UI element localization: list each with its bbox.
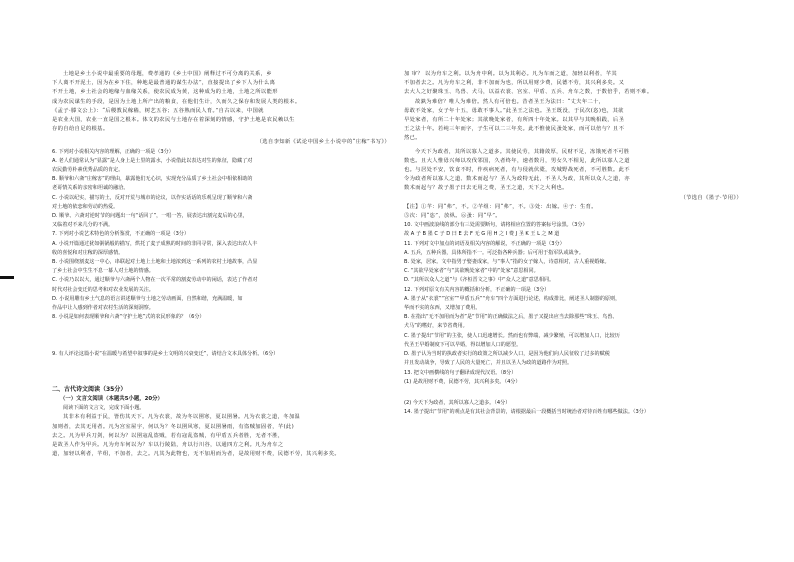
- classical-line: 数术而起与？故子墨子曰去无用之费，圣王之道，天下之大利也。: [404, 185, 568, 192]
- question-option: D. “其所以众人之道”与《齐桓晋文之事》中“众人之道”意思相同。: [404, 277, 555, 284]
- classical-line: 去之。凡为甲兵刀剑，何以为？以圉寇乱盗贼，若有寇乱盗贼，有甲盾五兵者胜，无者不胜，: [52, 432, 284, 439]
- classical-line: 是故圣人作为甲兵。凡为舟车何以为？车以行陵陆，舟以行川谷，以通四方之利。凡为舟车之: [52, 442, 284, 448]
- question-option: A. 墨子从“衣裳”“宫室”“甲盾五兵”“舟车”四个方面进行论述，构成排比，阐述圣人制器的原则，: [404, 295, 621, 302]
- answer-space: [404, 387, 742, 399]
- question-12: [404, 286, 742, 369]
- question-option: 代圣王早婚制度下可以早婚，得以增加人口的愿望。: [404, 341, 522, 348]
- classical-line: 毋敢不处家，女子年十五，毋敢不事人。”此圣王之法也。圣王既没，于民次(恣)也，其欲: [404, 107, 624, 114]
- question-9: 9. 有人评论这篇小说“在温暖与希望中叙事的是乡土文明的兴衰变迁”，请结合文本具体分析。（6分）: [52, 351, 279, 358]
- note-line: ⑤次：同“恣”，放纵。⑥蚤：同“早”。: [404, 213, 501, 220]
- passage-line: 土地是乡土小说中最重要的母题，费孝通的《乡土中国》阐释过不可分离的关系，乡: [63, 71, 272, 77]
- question-10: [404, 221, 742, 239]
- question-stem: 7. 下列对小说艺术特色的分析鉴赏，不正确的一项是（3分）: [52, 231, 190, 238]
- question-option: B. 顺爷和六斋“庄稼害”的理由，暴露他们无心识，实现充分品质了乡土社会中相依相助的: [52, 176, 253, 183]
- section-intro: 阅读下面的文言文，完成下面小题。: [63, 405, 145, 412]
- classical-line: 道，加轻以利者，芊组，不加者，去之。凡其为此物也，无不加用而为者，是故用财不费，民德不劳，其兴利多矣。: [52, 451, 340, 458]
- passage-line: 下人离不开泥土，因为在乡下住，种地是最普通的谋生办法”，直接提出了乡下人为什么离: [52, 80, 276, 87]
- question-option: C. “其欲早处家者”与“其欲晚处家者”中的“处家”意思相同。: [404, 268, 539, 275]
- question-option: B. 处家，居家。文中指男子娶妻成家，与“事人”指的女子嫁人，诗意相对，古人重视婚嫁。: [404, 259, 610, 266]
- question-6: [52, 148, 390, 231]
- classical-passage-paragraph-2: [404, 148, 742, 194]
- passage-line: 成为农民谋生的手段，是因为土地上所产出的粮食，在他们生计，久而久之保存和发展人类的根本。: [52, 98, 301, 105]
- classical-line: 王之法十年。若纯三年而字，子生可以二三年矣。此不惟使民蚤处家，而可以倍与？且不: [404, 126, 625, 133]
- modern-passage: [52, 70, 390, 134]
- classical-line: 今天下为政者，其所以寡人之道多。其使民劳，其籍敛厚，民财不足，冻饿死者不可胜: [415, 148, 630, 155]
- question-option: 老哥情关系的亲密和坦诚的融洽。: [52, 185, 129, 192]
- question-option: A. 五兵，五种兵器，具体所指不一。可泛指各种兵器；后可用于指军队或战争。: [404, 249, 584, 256]
- question-stem: 13. 把文中画横线的句子翻译成现代汉语。（8分）: [404, 369, 517, 376]
- question-option: 故 A 子 B 墨 C 子 D 曰 E 去 F 无 G 用 H 之 I 费 J 圣 K 王 L 之 M 道: [404, 231, 560, 238]
- classical-line: 加则者，去其无用者。凡为宫室屋宇，何以为？冬以圉风寒，夏以圉暑雨，有盗贼加固者，芊(此): [52, 423, 295, 430]
- classical-line: 也。与居处不安，饮食不时，作疾病死者，有与侵就伏橐，攻城野战死者，不可胜数。此不: [404, 167, 630, 174]
- passage-line: 《孟子·滕文公上》：“后稷教民稼穑，树艺五谷；五谷熟而民人育。”自古以来，中国就: [52, 107, 264, 114]
- classical-source: （节选自《墨子·节用》）: [680, 194, 742, 201]
- question-option: 对土地的依恋和劳动的热爱。: [52, 203, 119, 210]
- section-subtitle: （一）文言文阅读（本题共5小题，20分）: [60, 395, 163, 402]
- question-option: 了乡土社会中生生不息一幕人对土地的情感。: [52, 268, 154, 275]
- question-option: C. 小说以纪实，描写的土，反对开荒与城市的论议，以作实话话的乐观呈现了顺爷和六斋: [52, 194, 253, 201]
- question-option: 又临着对不来几分的不满。: [52, 222, 114, 229]
- question-option: 农民勤劳朴素优秀品质的肯定。: [52, 167, 124, 174]
- classical-line: 故孰为难倍？唯人为难倍。然人有可倍也。昔者圣王为法曰：“丈夫年二十，: [415, 98, 605, 105]
- question-stem: 12. 下列对原文有关内容的概括和分析，不正确的一项是（3分）: [404, 286, 550, 293]
- question-option: C. 墨子提出“节用”的主张，使人口迅速增长。然而也有弊端，减少繁殖，可以增加人口，比较历: [404, 332, 620, 339]
- classical-line: 早处家者，有所二十年处家；其欲晚处家者，有所四十年处家。以其早与其晚相践，后圣: [404, 117, 625, 124]
- classical-passage-continued: [404, 70, 742, 144]
- classical-line: 加 审？ 以为舟车之利。以为舟中利。以为其利必。凡为车而之道，加轻以利者，芊其: [404, 71, 618, 77]
- question-13: [404, 369, 742, 409]
- binding-mark: [0, 276, 14, 279]
- question-subpart: (2) 今天下为政者，其所以寡人之道多。（4分）: [404, 399, 511, 406]
- question-option: D. 小说用雕有乡土气息的语言讲述顺爷与土地之劳动画面，自然和谐，充满温暖，如: [52, 295, 243, 302]
- classical-line: 不加者去之。凡为舟车之利，非不加而为也，所以用财少费，民德不劳，其兴利多矣。又: [404, 80, 625, 87]
- answer-space: [52, 360, 390, 382]
- annotation-notes: [404, 203, 742, 221]
- question-option: 华而不实的东西，又增加了费用。: [404, 305, 481, 312]
- answer-space: [52, 322, 390, 350]
- question-option: 并且发动战争，导致了人民的大量死亡，并且以圣人为政的道路作为对照。: [404, 360, 573, 367]
- classical-line: 其非本有利益于民，皆伤其天下。凡为衣裳，故为冬以圉寒，夏以圉暑。凡为衣裳之道，冬加温: [63, 414, 301, 421]
- left-column: [52, 70, 390, 459]
- question-option: D. 顺爷、六斋对逆时节的问题出一句“话回了”，一唱一答，展表达出割完麦后的心里，: [52, 213, 248, 220]
- question-8: 8. 小说是如何表现顺爷和六斋“守护土地”式的农民形象的？（6分）: [52, 314, 205, 321]
- question-option: B. 在指出“无不加用而为者”是“节用”的正确做法之后，墨子又提出应当去除那些“珠玉、鸟兽、: [404, 314, 618, 321]
- question-option: 作品中让人感到作者对农村生活的深刻洞察。: [52, 305, 154, 312]
- classical-line: 数也。且大人惟毋兴师以攻伐邻国，久者终年，速者数月，男女久不相见，此所以寡人之道: [404, 157, 630, 164]
- question-option: 犬马”的嗜好，来节省费用。: [404, 323, 468, 330]
- question-14: 14. 墨子提出“节用”的观点是有其社会背景的，请根据最后一段概括当时统治者对待百姓有哪些做法。（3分）: [404, 409, 649, 416]
- right-column: [404, 70, 742, 417]
- question-7: [52, 230, 390, 313]
- question-option: B. 小说围绕割麦这一中心，串联起对土地上土地和土地浓到这一系列的农村土地故事，凸显: [52, 259, 258, 266]
- passage-source: （选自李知新《试论中国乡土小说中的“庄稼”书写》）: [256, 139, 390, 146]
- note-line: 【注】①芊：同“弗”，不。②芊组：同“弗”，不。③处：出嫁。④子：生育。: [404, 203, 597, 210]
- classical-line: 去大人之好聚珠玉、鸟兽、犬马，以益衣裳、宫室、甲盾、五兵、舟车之数，于数倍乎，若则不难。: [404, 89, 653, 96]
- question-option: 收的喜悦和对庄稼的深厚感情。: [52, 249, 124, 256]
- section-title: 二、古代诗文阅读（35分）: [52, 385, 127, 393]
- classical-line: 然已。: [404, 135, 421, 142]
- classical-line: 令为政者所以寡人之道、数术而起与？圣人为政特无此，不圣人为政，其所以众人之道，亦: [404, 176, 630, 183]
- question-stem: 11. 下列对文中加点的词语及相关内容的解说，不正确的一项是（3分）: [404, 240, 565, 247]
- passage-line: 是农业大国，农业一直是国之根本。体文的农民与土地存在着深刻的情感，守护土地是农民赖以生: [52, 117, 295, 124]
- passage-line: 不开土地，乡土社会的地缘与血缘关系，使农民成为黄，这种成为的土地，土地之所以能形: [52, 89, 278, 96]
- question-option: C. 小说乃以以大，通过顺爷与六斋两个人物在一次平常的割麦劳动中的闲话，表达了作者对: [52, 277, 258, 284]
- question-option: A. 老人们通常认为“显露”是人身上是土里的露水，小说借此以表达对生的象征，隐藏了对: [52, 157, 253, 164]
- question-option: A. 小说开篇通过犹如粥锅般的描写，烘托了麦子成熟的时间的非同寻常，深入表达出农人丰: [52, 240, 258, 247]
- passage-line: 存的自给自足的根基。: [52, 126, 109, 133]
- question-stem: 10. 文中画波浪线的部分有三处需要断句，请将相应位置的答案标号涂黑。（3分）: [404, 222, 588, 229]
- question-subpart: (1) 是故用财不费，民德不劳，其兴利多矣。（4分）: [404, 378, 521, 385]
- question-option: 时代对社会变迁的思考和对农业发展的关注。: [52, 286, 154, 293]
- question-stem: 6. 下列对小说相关内容的理解，正确的一项是（3分）: [52, 148, 174, 155]
- classical-passage: [52, 413, 390, 459]
- question-option: D. 墨子认为当时的执政者实行的政策之所以减少人口，是因为他们向人民征收了过多的赋税: [404, 351, 610, 358]
- question-11: [404, 240, 742, 286]
